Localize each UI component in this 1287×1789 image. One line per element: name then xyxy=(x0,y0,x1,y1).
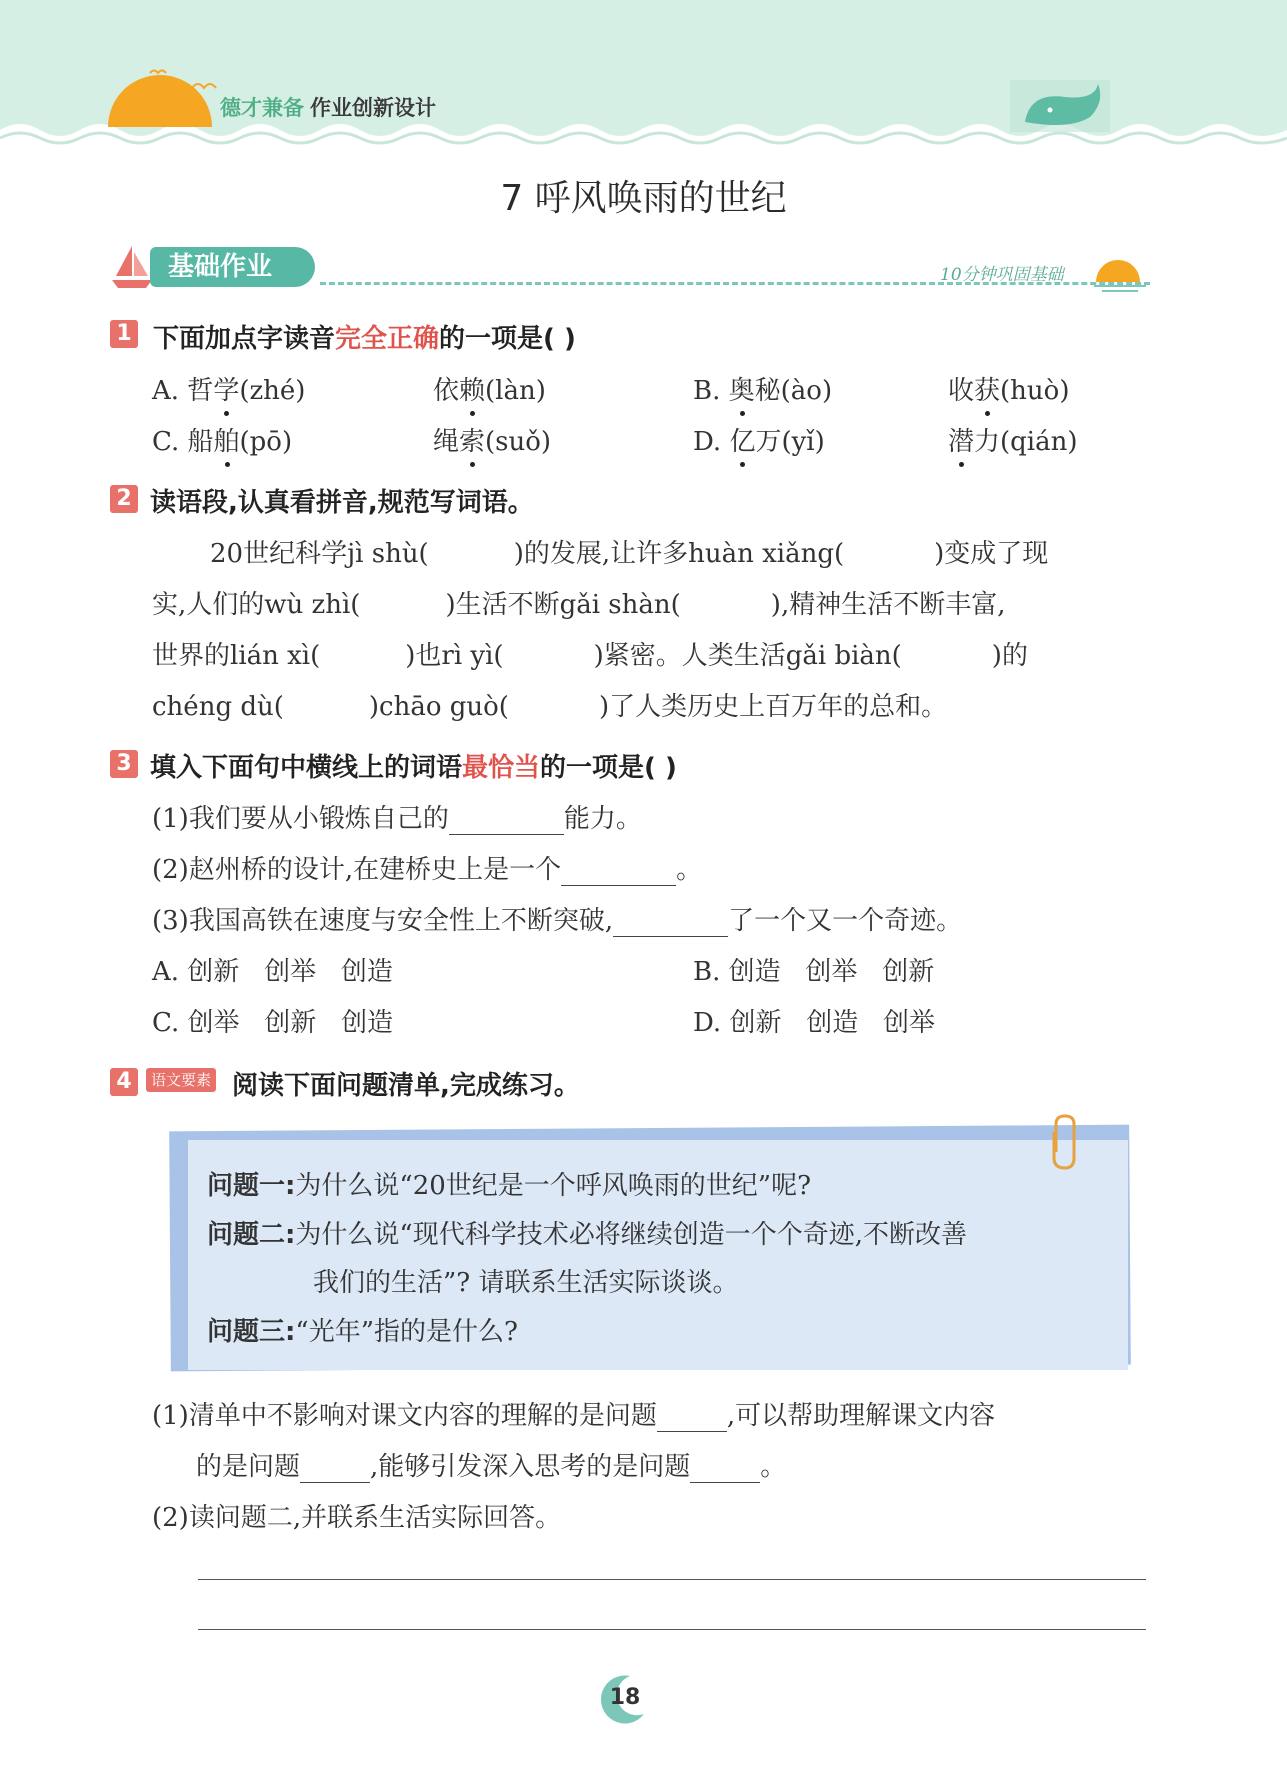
q1-head-red: 完全正确 xyxy=(335,324,440,354)
q2-passage-line: 20世纪科学jì shù( )的发展,让许多huàn xiǎng( )变成了现 xyxy=(210,539,1049,569)
q3-option: C. 创举 创新 创造 xyxy=(152,1008,394,1038)
card-question-2-cont: 我们的生活”? 请联系生活实际谈谈。 xyxy=(313,1268,739,1298)
q3-sentence: (2)赵州桥的设计,在建桥史上是一个 。 xyxy=(152,855,703,885)
q4-sub1-line1: (1)清单中不影响对课文内容的理解的是问题 ,可以帮助理解课文内容 xyxy=(152,1401,996,1431)
section-tag: 基础作业 xyxy=(150,247,315,287)
question-number: 4 xyxy=(110,1068,138,1096)
answer-blank[interactable] xyxy=(561,859,676,886)
brand xyxy=(220,92,436,122)
q3-sentence: (1)我们要从小锻炼自己的 能力。 xyxy=(152,804,642,834)
question-number: 1 xyxy=(110,320,138,348)
q1-option: D. 亿万(yǐ) xyxy=(693,421,825,458)
whale-icon xyxy=(1010,72,1115,132)
q3-option: B. 创造 创举 创新 xyxy=(693,957,935,987)
answer-blank[interactable] xyxy=(657,1405,727,1432)
q3-option: D. 创新 创造 创举 xyxy=(693,1008,936,1038)
question-number: 2 xyxy=(110,485,138,513)
language-element-tag: 语文要素 xyxy=(146,1068,216,1092)
q1-option: 绳索(suǒ) xyxy=(433,421,551,458)
question-2-heading: 读语段,认真看拼音,规范写词语。 xyxy=(150,488,534,518)
q3-option: A. 创新 创举 创造 xyxy=(152,957,393,987)
brand-dark: 作业创新设计 xyxy=(310,96,436,120)
answer-blank[interactable] xyxy=(690,1456,760,1483)
q4-tag-wrap xyxy=(146,1068,216,1092)
q4-sub2: (2)读问题二,并联系生活实际回答。 xyxy=(152,1503,562,1533)
answer-blank[interactable] xyxy=(613,910,728,937)
q1-head-a: 下面加点字读音 xyxy=(153,324,336,354)
brand-green: 德才兼备 xyxy=(220,96,304,120)
card-question-2: 问题二:为什么说“现代科学技术必将继续创造一个个奇迹,不断改善 xyxy=(207,1220,967,1250)
answer-blank[interactable] xyxy=(300,1456,370,1483)
q1-option: 潜力(qián) xyxy=(948,421,1078,458)
q1-option: A. 哲学(zhé) xyxy=(152,370,305,407)
q1-option: B. 奥秘(ào) xyxy=(693,370,832,407)
answer-blank[interactable] xyxy=(449,808,564,835)
question-number: 3 xyxy=(110,750,138,778)
q2-passage-line: 实,人们的wù zhì( )生活不断gǎi shàn( ),精神生活不断丰富, xyxy=(152,590,1006,620)
section-time-label: 10分钟巩固基础 xyxy=(940,265,1064,285)
q1-option: C. 船舶(pō) xyxy=(152,421,292,458)
page-title: 7 呼风唤雨的世纪 xyxy=(500,178,787,219)
answer-line[interactable] xyxy=(198,1629,1146,1630)
question-4-heading: 阅读下面问题清单,完成练习。 xyxy=(232,1071,580,1101)
small-sun-icon xyxy=(1090,250,1150,295)
answer-line[interactable] xyxy=(198,1579,1146,1580)
sailboat-icon xyxy=(110,242,155,290)
page-number: 18 xyxy=(609,1685,641,1710)
bird-icon xyxy=(190,78,220,98)
q1-option: 收获(huò) xyxy=(948,370,1069,407)
q2-passage-line: 世界的lián xì( )也rì yì( )紧密。人类生活gǎi biàn( )的 xyxy=(152,641,1028,671)
q3-sentence: (3)我国高铁在速度与安全性上不断突破, 了一个又一个奇迹。 xyxy=(152,906,963,936)
page-number-wrap xyxy=(600,1670,650,1726)
q1-head-b: 的一项是( ) xyxy=(439,324,576,354)
q2-passage-line: chéng dù( )chāo guò( )了人类历史上百万年的总和。 xyxy=(152,692,948,722)
card-question-1: 问题一:为什么说“20世纪是一个呼风唤雨的世纪”呢? xyxy=(207,1171,812,1201)
question-3-heading: 填入下面句中横线上的词语最恰当的一项是( ) xyxy=(150,753,677,783)
question-1-heading xyxy=(153,318,576,355)
card-question-3: 问题三:“光年”指的是什么? xyxy=(207,1317,518,1347)
q4-sub1-line2: 的是问题 ,能够引发深入思考的是问题 。 xyxy=(196,1452,787,1482)
paperclip-icon xyxy=(1040,1112,1090,1174)
q1-option: 依赖(làn) xyxy=(433,370,546,407)
